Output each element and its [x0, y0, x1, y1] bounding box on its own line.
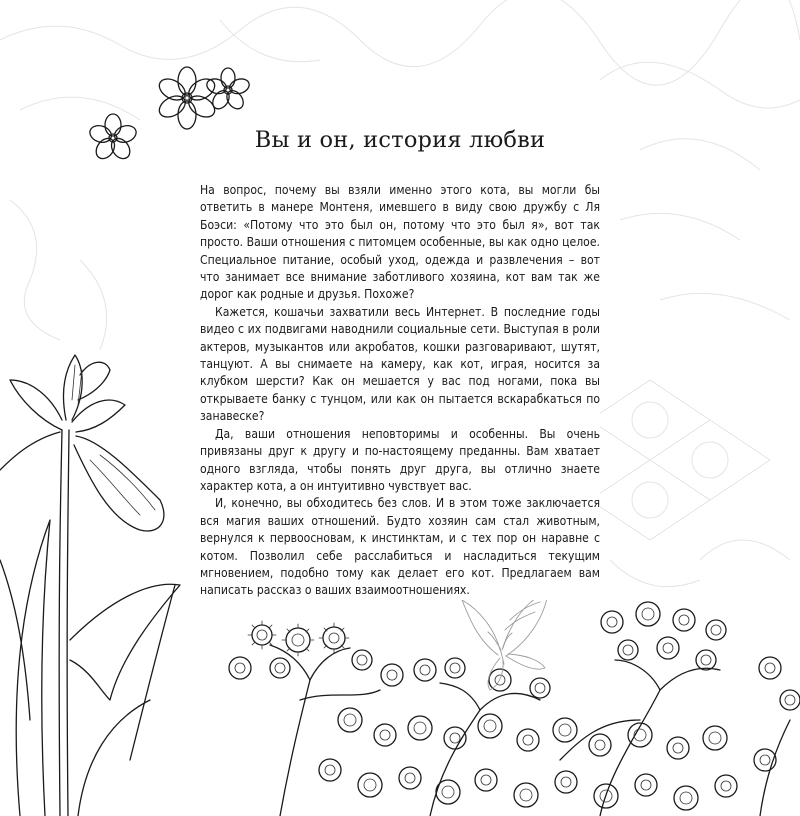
wildflower-cluster-icon	[229, 602, 800, 816]
paragraph-1: На вопрос, почему вы взяли именно этого кота, вы могли бы ответить в манере Монтеня, имевшего в виду свою дружбу с Ля Боэси: «Потому что это был он, потому что это был я», вот так просто. Ваши отношения с питомцем особенные, вы как одно целое. Специальное питание, особый уход, одежда и развлечения – вот что занимает все внимание заботливого хозяина, кот вам так же дорог как родные и друзья. Похоже?	[200, 183, 600, 302]
paragraph-3: Да, ваши отношения неповторимы и особенны. Вы очень привязаны друг к другу и по-настоящему преданны. Вам хватает одного взгляда, чтобы понять друг друга, вы отлично знаете характер кота, а он интуитивно чувствует вас.	[200, 426, 600, 493]
page-title: Вы и он, история любви	[254, 127, 546, 153]
paragraph-2: Кажется, кошачьи захватили весь Интернет. В последние годы видео с их подвигами наводнили социальные сети. Выступая в роли актеров, музыкантов или акробатов, кошки разговаривают, шутят, танцуют. А вы снимаете на камеру, как кот, играя, носится за клубком шерсти? Как он мешается у вас под ногами, пока вы открываете банку с тунцом, или как он пытается вскарабкаться по занавеске?	[200, 304, 600, 424]
paragraph-4: И, конечно, вы обходитесь без слов. И в этом тоже заключается вся магия ваших отношений. Будто хозяин сам стал животным, вернулся к первоосновам, к инстинктам, и с тех пор он наравне с котом. Позволил себе расслабиться и насладиться текущим мгновением, подобно тому как делает его кот. Предлагаем вам написать рассказ о ваших взаимоотношениях.	[200, 496, 600, 598]
butterfly-icon	[462, 592, 548, 690]
iris-flower-icon	[0, 355, 180, 816]
article	[200, 122, 600, 600]
